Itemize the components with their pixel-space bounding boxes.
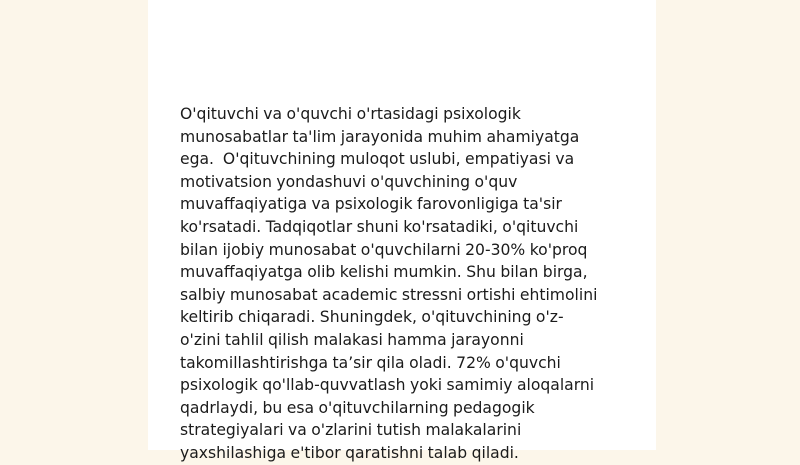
body-paragraph: O'qituvchi va o'quvchi o'rtasidagi psixologik munosabatlar ta'lim jarayonida muhim ahamiyatga ega. O'qituvchining muloqot uslubi, empatiyasi va motivatsion yondashuvi o'quvchining o'quv muvaffaqiyatiga va psixologik farovonligiga ta'sir ko'rsatadi. Tadqiqotlar shuni ko'rsatadiki, o'qituvchi bilan ijobiy munosabat o'quvchilarni 20-30% ko'proq muvaffaqiyatga olib kelishi mumkin. Shu bilan birga, salbiy munosabat academic stressni ortishi ehtimolini keltirib chiqaradi. Shuningdek, o'qituvchining o'z- o'zini tahlil qilish malakasi hamma jarayonni takomillashtirishga ta’sir qila oladi. 72% o'quvchi psixologik qo'llab-quvvatlash yoki samimiy aloqalarni qadrlaydi, bu esa o'qituvchilarning pedagogik strategiyalari va o'zlarini tutish malakalarini yaxshilashiga e'tibor qaratishni talab qiladi. [180, 105, 598, 462]
document-page [148, 0, 656, 462]
